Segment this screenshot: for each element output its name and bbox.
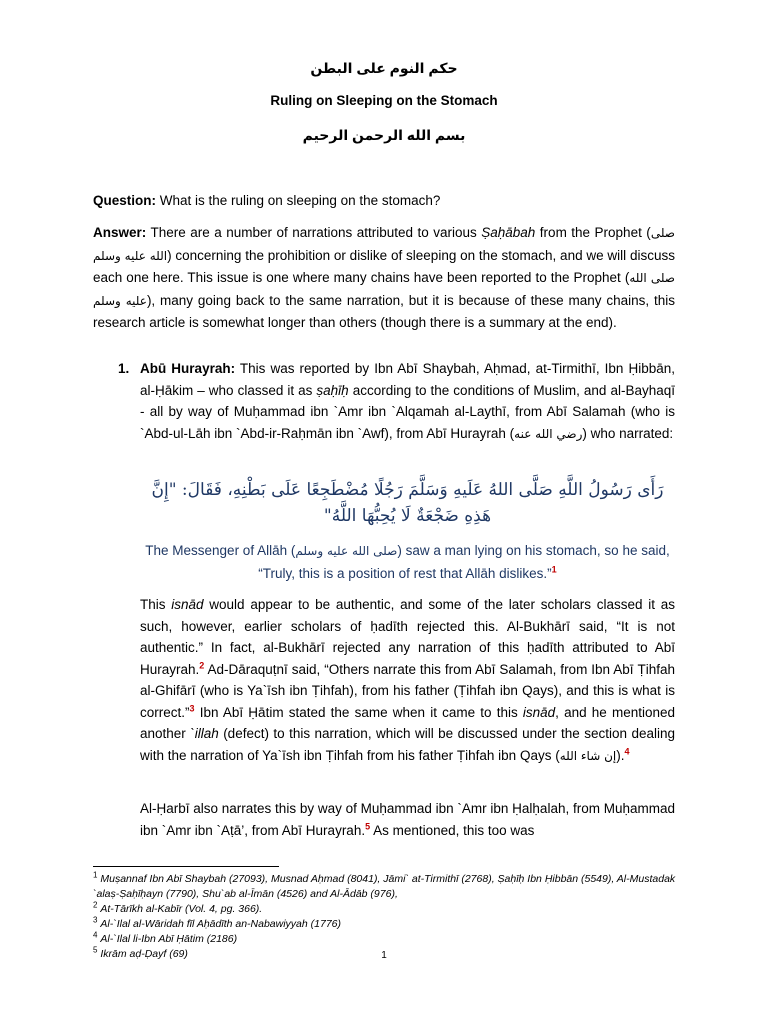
term-sahih: ṣaḥīḥ	[316, 382, 349, 398]
footnote-number: 5	[93, 945, 98, 955]
term-sahabah: Ṣaḥābah	[481, 225, 536, 240]
answer-paragraph	[93, 222, 675, 334]
para-text: Ad-Dāraquṭnī said, “Others narrate this from Abī Salamah, from Ibn Abī Ṭihfah al-Ghifārī (who is Ya`īsh ibn Ṭihfah), from his father (Ṭihfah ibn Qays), and this is what is correct.”	[140, 661, 675, 720]
term-illah: `illah	[190, 726, 219, 741]
term-isnad: isnād	[171, 597, 204, 612]
arabic-hadith: رَأَى رَسُولُ اللَّهِ صَلَّى اللهُ عَلَيهِ وَسَلَّمَ رَجُلًا مُضْطَجِعًا عَلَى بَطْنِهِ، فَقَالَ: "إِنَّ هَذِهِ ضَجْعَةٌ لَا يُحِبُّهَا اللَّهُ"	[151, 480, 664, 526]
page-number: 1	[381, 950, 387, 961]
arabic-salutation: صلى الله عليه وسلم	[93, 226, 675, 263]
footnote-ref[interactable]: 4	[624, 746, 630, 756]
para-text: , and he mentioned another	[140, 704, 675, 741]
footnote-number: 2	[93, 900, 98, 910]
basmala: بسم الله الرحمن الرحيم	[302, 127, 466, 143]
answer-text: from the Prophet (	[535, 225, 651, 240]
para-text: (defect) to this narration, which will be discussed under the section dealing with the narration of Ya`īsh ibn Ṭihfah from his father Ṭihfah ibn Qays (	[140, 726, 675, 763]
para-text: This	[140, 597, 172, 612]
term-isnad: isnād	[522, 704, 556, 720]
para-text: ).	[616, 747, 625, 763]
para-text: Ibn Abī Ḥātim stated the same when it came to this	[194, 704, 523, 720]
answer-label: Answer:	[93, 225, 147, 240]
narrator-name: Abū Hurayrah:	[140, 361, 236, 376]
footnote-text: Al-`Ilal al-Wāridah fīl Aḥādīth an-Nabawiyyah (1776)	[100, 918, 342, 930]
footnote-ref[interactable]: 3	[189, 703, 195, 713]
analysis-paragraph	[140, 594, 675, 767]
question-label: Question:	[93, 193, 156, 208]
footnote-number: 1	[93, 870, 98, 880]
hadith-translation	[140, 540, 675, 584]
answer-text: ) concerning the prohibition or dislike of sleeping on the stomach, and we will discuss each one here. This issue is one where many chains have been reported to the Prophet (	[93, 247, 675, 285]
footnote-number: 4	[93, 930, 98, 940]
arabic-title: حكم النوم على البطن	[310, 60, 458, 76]
footnotes	[93, 872, 683, 962]
footnote	[93, 872, 683, 902]
arabic-salutation: صلى الله عليه وسلم	[295, 544, 398, 558]
footnote-number: 3	[93, 915, 98, 925]
question-paragraph	[93, 190, 675, 212]
footnote-text: At-Tārīkh al-Kabīr (Vol. 4, pg. 366).	[100, 903, 263, 915]
footnote-text: Muṣannaf Ibn Abī Shaybah (27093), Musnad Aḥmad (8041), Jāmi` at-Tirmithī (2768), Ṣaḥīḥ Ibn Ḥibbān (5549), Al-Mustadak `alaṣ-Ṣaḥīḥayn (7790), Shu`ab al-Īmān (4526) and Al-Ādāb (976),	[93, 873, 676, 900]
list-text: ) who narrated:	[582, 425, 674, 441]
list-text: This was reported by Ibn Abī Shaybah, Aḥmad, at-Tirmithī, Ibn Ḥibbān, al-Ḥākim – who classed it as	[140, 361, 675, 398]
footnote-ref[interactable]: 1	[551, 564, 557, 574]
question-text: What is the ruling on sleeping on the stomach?	[156, 193, 441, 208]
footnote-divider	[93, 866, 279, 867]
footnote-text: Al-`Ilal li-Ibn Abī Ḥātim (2186)	[100, 933, 238, 945]
arabic-salutation: صلى الله عليه وسلم	[93, 271, 676, 308]
footnote	[93, 917, 683, 932]
page-title: Ruling on Sleeping on the Stomach	[270, 93, 498, 108]
arabic-inshallah: إن شاء الله	[559, 748, 617, 763]
footnote-ref[interactable]: 5	[365, 821, 371, 831]
list-item	[118, 358, 675, 445]
para-text: As mentioned, this too was	[370, 822, 535, 838]
translation-text: The Messenger of Allāh (	[145, 543, 296, 558]
footnote-ref[interactable]: 2	[199, 660, 205, 670]
list-text: according to the conditions of Muslim, and al-Bayhaqī - all by way of Muḥammad ibn `Amr ibn `Alqamah al-Laythī, from Abī Salamah (who is `Abd-ul-Lāh ibn `Abd-ir-Raḥmān ibn `Awf), from Abī Hurayrah (	[140, 382, 675, 441]
para-text: Al-Ḥarbī also narrates this by way of Muḥammad ibn `Amr ibn Ḥalḥalah, from Muḥammad ibn `Amr ibn `Aṭā’, from Abī Hurayrah.	[140, 801, 675, 838]
footnote	[93, 932, 683, 947]
translation-text: ) saw a man lying on his stomach, so he said, “Truly, this is a position of rest that Allāh dislikes.”	[258, 543, 670, 581]
analysis-paragraph	[140, 798, 675, 841]
answer-text: ), many going back to the same narration, but it is because of these many chains, this research article is somewhat longer than others (though there is a summary at the end).	[93, 292, 676, 330]
arabic-radi: رضي الله عنه	[514, 426, 583, 441]
footnote	[93, 902, 683, 917]
para-text: would appear to be authentic, and some of the later scholars classed it as such, however, earlier scholars of ḥadīth rejected this. Al-Bukhārī said, “It is not authentic.” In fact, al-Bukhārī rejected any narration of this ḥadīth attributed to Abī Hurayrah.	[140, 597, 675, 677]
footnote-text: Ikrām aḍ-Ḍayf (69)	[100, 948, 188, 960]
list-number: 1.	[118, 361, 130, 376]
answer-text: There are a number of narrations attributed to various	[146, 225, 482, 240]
